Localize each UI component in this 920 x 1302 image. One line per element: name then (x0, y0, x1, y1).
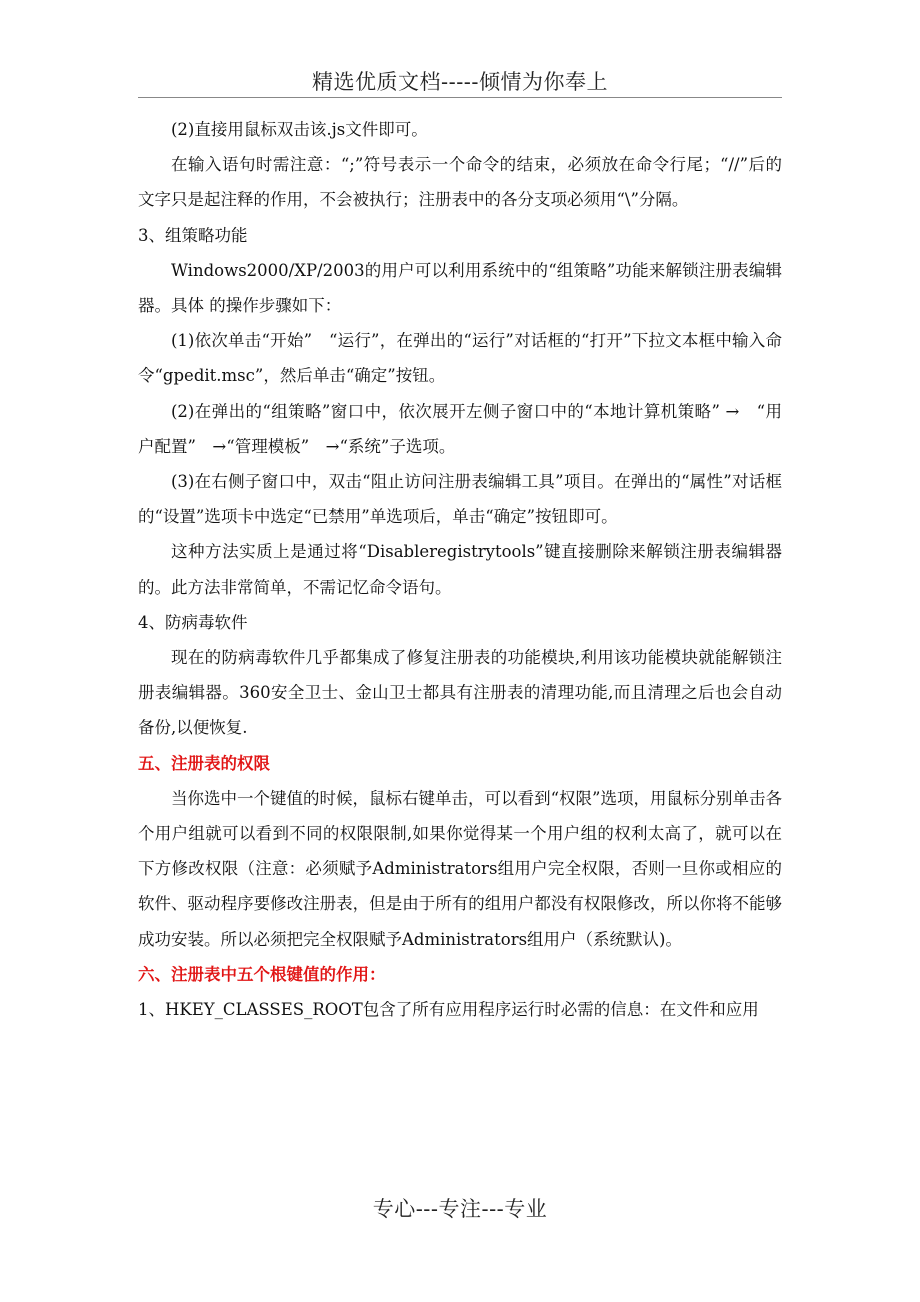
permissions-paragraph: 当你选中一个键值的时候，鼠标右键单击，可以看到“权限”选项，用鼠标分别单击各个用户组就可以看到不同的权限限制,如果你觉得某一个用户组的权利太高了，就可以在下方修改权限（注意：必须赋予Administrators组用户完全权限，否则一旦你或相应的软件、驱动程序要修改注册表，但是由于所有的组用户都没有权限修改，所以你将不能够成功安装。所以必须把完全权限赋予Administrators组用户（系统默认)。 (138, 788, 782, 949)
group-policy-intro: Windows2000/XP/2003的用户可以利用系统中的“组策略”功能来解锁注册表编辑器。具体 的操作步骤如下： (138, 260, 782, 316)
gp-method-summary: 这种方法实质上是通过将“Disableregistrytools”键直接删除来解锁注册表编辑器的。此方法非常简单，不需记忆命令语句。 (138, 542, 782, 597)
section-heading-antivirus: 4、防病毒软件 (138, 612, 248, 632)
section-heading-root-keys: 六、注册表中五个根键值的作用： (138, 964, 386, 984)
step-2-double-click: (2)直接用鼠标双击该.js文件即可。 (171, 120, 428, 139)
gp-step-1: (1)依次单击“开始” “运行”，在弹出的“运行”对话框的“打开”下拉文本框中输入命令“gpedit.msc”，然后单击“确定”按钮。 (138, 331, 782, 386)
antivirus-paragraph: 现在的防病毒软件几乎都集成了修复注册表的功能模块,利用该功能模块就能解锁注册表编辑器。360安全卫士、金山卫士都具有注册表的清理功能,而且清理之后也会自动备份,以便恢复. (138, 648, 782, 738)
section-heading-registry-permissions: 五、注册表的权限 (138, 753, 270, 773)
gp-step-3: (3)在右侧子窗口中，双击“阻止访问注册表编辑工具”项目。在弹出的“属性”对话框的“设置”选项卡中选定“已禁用”单选项后，单击“确定”按钮即可。 (138, 472, 782, 527)
gp-step-2: (2)在弹出的“组策略”窗口中，依次展开左侧子窗口中的“本地计算机策略” → “用户配置” →“管理模板” →“系统”子选项。 (138, 401, 782, 456)
section-heading-group-policy: 3、组策略功能 (138, 225, 248, 245)
root-key-1-paragraph: 1、HKEY_CLASSES_ROOT包含了所有应用程序运行时必需的信息：在文件和应用 (138, 1000, 759, 1020)
page-header-title: 精选优质文档-----倾情为你奉上 (312, 70, 608, 94)
syntax-note-paragraph: 在输入语句时需注意：“;”符号表示一个命令的结束，必须放在命令行尾；“//”后的文字只是起注释的作用，不会被执行；注册表中的各分支项必须用“\”分隔。 (138, 155, 782, 210)
page-footer: 专心---专注---专业 (372, 1197, 548, 1221)
document-body (138, 112, 782, 1027)
header-divider (138, 97, 782, 98)
